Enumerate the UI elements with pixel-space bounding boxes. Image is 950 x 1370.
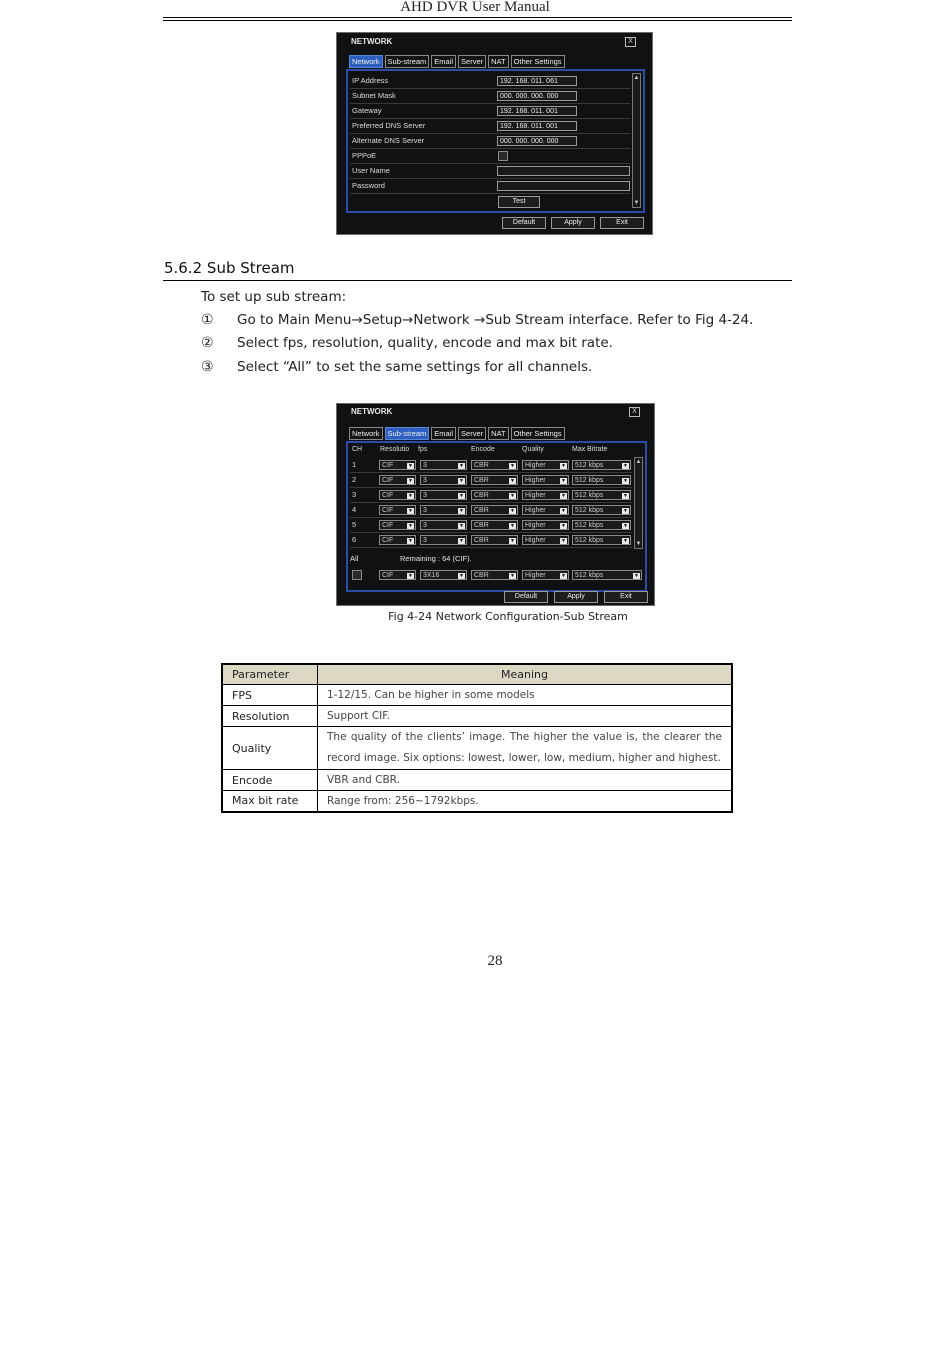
tab-network[interactable]: Network — [349, 427, 383, 440]
select-value: CBR — [474, 462, 489, 469]
page-number: 28 — [487, 953, 503, 969]
alternate-dns-field[interactable]: 000. 000. 000. 000 — [497, 136, 577, 146]
select-value: Higher — [525, 462, 546, 469]
chevron-down-icon: ▼ — [561, 478, 566, 484]
chevron-down-icon: ▼ — [510, 508, 515, 514]
table-row — [222, 770, 732, 791]
table-cell-param: Max bit rate — [222, 791, 318, 812]
select-value: 3 — [423, 507, 427, 514]
dialog-title: NETWORK — [351, 37, 393, 46]
table-header-cell: Parameter — [222, 664, 318, 685]
test-button[interactable]: Test — [498, 196, 540, 208]
channel-number: 2 — [352, 475, 357, 484]
fps-select[interactable] — [420, 505, 467, 515]
all-label: All — [350, 554, 359, 563]
gateway-field[interactable]: 192. 168. 011. 001 — [497, 106, 577, 116]
section-rule — [163, 280, 792, 281]
table-cell-meaning: Support CIF. — [318, 706, 733, 727]
table-cell-meaning: The quality of the clients’ image. The higher the value is, the clearer the record image. Six options: lowest, lower, low, medium, higher and highest. — [318, 727, 733, 770]
chevron-down-icon: ▼ — [408, 573, 413, 579]
scroll-down-icon[interactable]: ▼ — [635, 541, 642, 547]
exit-button[interactable]: Exit — [604, 591, 648, 603]
channel-number: 3 — [352, 490, 357, 499]
step-text: Select “All” to set the same settings for all channels. — [237, 359, 593, 375]
setting-label: Subnet Mask — [352, 91, 396, 100]
setting-row — [350, 74, 630, 89]
select-value: Higher — [525, 477, 546, 484]
select-value: CIF — [382, 522, 394, 529]
apply-button[interactable]: Apply — [551, 217, 595, 229]
step-number: ② — [201, 335, 214, 351]
all-quality-select[interactable] — [522, 570, 569, 580]
select-value: 512 kbps — [575, 492, 604, 499]
select-value: Higher — [525, 492, 546, 499]
tab-email[interactable]: Email — [431, 427, 456, 440]
setting-row — [350, 119, 630, 134]
setting-row — [350, 149, 630, 164]
table-cell-param: Encode — [222, 770, 318, 791]
bitrate-select[interactable] — [572, 490, 631, 500]
bitrate-select[interactable] — [572, 505, 631, 515]
select-value: 512 kbps — [575, 477, 604, 484]
resolution-select[interactable] — [379, 505, 416, 515]
column-header: Encode — [471, 446, 495, 453]
chevron-down-icon: ▼ — [459, 478, 464, 484]
channel-number: 5 — [352, 520, 357, 529]
tab-bar — [349, 427, 565, 439]
channel-number: 6 — [352, 535, 357, 544]
setting-label: User Name — [352, 166, 390, 175]
channel-row — [350, 473, 632, 488]
fps-select[interactable] — [420, 460, 467, 470]
close-icon[interactable]: X — [629, 407, 640, 417]
quality-select[interactable] — [522, 520, 569, 530]
table-row — [222, 706, 732, 727]
exit-button[interactable]: Exit — [600, 217, 644, 229]
select-value: 3 — [423, 462, 427, 469]
channel-number: 1 — [352, 460, 357, 469]
setting-row — [350, 134, 630, 149]
column-header: Max Bitrate — [572, 446, 608, 453]
fps-select[interactable] — [420, 475, 467, 485]
chevron-down-icon: ▼ — [459, 523, 464, 529]
chevron-down-icon: ▼ — [623, 478, 628, 484]
setting-row — [350, 164, 630, 179]
chevron-down-icon: ▼ — [561, 523, 566, 529]
chevron-down-icon: ▼ — [459, 538, 464, 544]
chevron-down-icon: ▼ — [510, 493, 515, 499]
network-dialog-screenshot — [336, 32, 653, 235]
chevron-down-icon: ▼ — [408, 463, 413, 469]
default-button[interactable]: Default — [504, 591, 548, 603]
chevron-down-icon: ▼ — [623, 523, 628, 529]
select-value: CIF — [382, 462, 394, 469]
header-rule-top — [163, 17, 792, 18]
fps-select[interactable] — [420, 535, 467, 545]
step-number: ③ — [201, 359, 214, 375]
select-value: 3X16 — [423, 572, 440, 579]
running-header: AHD DVR User Manual — [400, 0, 550, 15]
column-header: fps — [418, 446, 428, 453]
encode-select[interactable] — [471, 475, 518, 485]
chevron-down-icon: ▼ — [459, 508, 464, 514]
chevron-down-icon: ▼ — [408, 478, 413, 484]
chevron-down-icon: ▼ — [408, 508, 413, 514]
table-header-cell: Meaning — [318, 664, 733, 685]
resolution-select[interactable] — [379, 475, 416, 485]
chevron-down-icon: ▼ — [408, 493, 413, 499]
select-value: CIF — [382, 537, 394, 544]
table-cell-meaning: Range from: 256~1792kbps. — [318, 791, 733, 812]
subnet-mask-field[interactable]: 000. 000. 000. 000 — [497, 91, 577, 101]
encode-select[interactable] — [471, 505, 518, 515]
apply-button[interactable]: Apply — [554, 591, 598, 603]
ip-address-field[interactable]: 192. 168. 011. 061 — [497, 76, 577, 86]
encode-select[interactable] — [471, 460, 518, 470]
select-value: 512 kbps — [575, 462, 604, 469]
password-field[interactable] — [497, 181, 630, 191]
setting-row — [350, 179, 630, 194]
tab-nat[interactable]: NAT — [488, 427, 508, 440]
select-value: Higher — [525, 572, 546, 579]
chevron-down-icon: ▼ — [459, 493, 464, 499]
table-cell-param: FPS — [222, 685, 318, 706]
chevron-down-icon: ▼ — [510, 538, 515, 544]
table-header-row — [222, 664, 732, 685]
chevron-down-icon: ▼ — [561, 573, 566, 579]
remaining-text: Remaining : 64 (CIF). — [400, 554, 472, 563]
chevron-down-icon: ▼ — [561, 493, 566, 499]
select-value: 512 kbps — [575, 572, 604, 579]
channel-number: 4 — [352, 505, 357, 514]
select-value: CBR — [474, 522, 489, 529]
chevron-down-icon: ▼ — [510, 573, 515, 579]
column-header-row — [350, 446, 632, 456]
table-cell-meaning: 1-12/15. Can be higher in some models — [318, 685, 733, 706]
resolution-select[interactable] — [379, 535, 416, 545]
tab-bar — [349, 55, 565, 67]
setting-label: Password — [352, 181, 385, 190]
select-value: Higher — [525, 507, 546, 514]
encode-select[interactable] — [471, 535, 518, 545]
setting-row — [350, 194, 630, 208]
quality-select[interactable] — [522, 535, 569, 545]
select-value: CBR — [474, 572, 489, 579]
user-name-field[interactable] — [497, 166, 630, 176]
settings-panel — [346, 69, 645, 213]
tab-network[interactable]: Network — [349, 55, 383, 68]
chevron-down-icon: ▼ — [459, 573, 464, 579]
select-value: CIF — [382, 477, 394, 484]
setting-label: Alternate DNS Server — [352, 136, 425, 145]
chevron-down-icon: ▼ — [408, 523, 413, 529]
header-rule-bottom — [163, 20, 792, 21]
tab-other-settings[interactable]: Other Settings — [511, 55, 565, 68]
select-value: CIF — [382, 492, 394, 499]
setting-label: IP Address — [352, 76, 389, 85]
scrollbar[interactable] — [632, 73, 641, 208]
select-value: 512 kbps — [575, 522, 604, 529]
tab-server[interactable]: Server — [458, 427, 486, 440]
chevron-down-icon: ▼ — [623, 463, 628, 469]
channel-row — [350, 488, 632, 503]
encode-select[interactable] — [471, 520, 518, 530]
table-cell-param: Quality — [222, 727, 318, 770]
select-value: CIF — [382, 507, 394, 514]
chevron-down-icon: ▼ — [510, 523, 515, 529]
quality-select[interactable] — [522, 490, 569, 500]
chevron-down-icon: ▼ — [510, 478, 515, 484]
column-header: Quality — [522, 446, 544, 453]
setting-label: PPPoE — [352, 151, 377, 160]
chevron-down-icon: ▼ — [561, 508, 566, 514]
quality-select[interactable] — [522, 475, 569, 485]
table-row — [222, 791, 732, 812]
step-text: Go to Main Menu→Setup→Network →Sub Stream interface. Refer to Fig 4-24. — [237, 312, 754, 328]
tab-server[interactable]: Server — [458, 55, 486, 68]
step-text: Select fps, resolution, quality, encode and max bit rate. — [237, 335, 613, 351]
parameter-table — [221, 663, 733, 813]
chevron-down-icon: ▼ — [623, 493, 628, 499]
select-value: 3 — [423, 522, 427, 529]
substream-dialog-screenshot — [336, 403, 655, 606]
all-bitrate-select[interactable] — [572, 570, 642, 580]
bitrate-select[interactable] — [572, 520, 631, 530]
all-fps-select[interactable] — [420, 570, 467, 580]
bitrate-select[interactable] — [572, 535, 631, 545]
table-row — [222, 685, 732, 706]
all-checkbox[interactable] — [352, 570, 362, 580]
select-value: Higher — [525, 537, 546, 544]
channel-row — [350, 503, 632, 518]
fps-select[interactable] — [420, 490, 467, 500]
select-value: 512 kbps — [575, 537, 604, 544]
scrollbar[interactable] — [634, 457, 643, 549]
tab-email[interactable]: Email — [431, 55, 456, 68]
chevron-down-icon: ▼ — [561, 538, 566, 544]
select-value: CBR — [474, 507, 489, 514]
select-value: 3 — [423, 477, 427, 484]
scroll-up-icon[interactable]: ▲ — [635, 459, 642, 465]
column-header: Resolutio — [380, 446, 410, 453]
tab-sub-stream[interactable]: Sub-stream — [385, 427, 430, 440]
select-value: 3 — [423, 537, 427, 544]
default-button[interactable]: Default — [502, 217, 546, 229]
table-row — [222, 727, 732, 770]
table-cell-meaning: VBR and CBR. — [318, 770, 733, 791]
select-value: CBR — [474, 492, 489, 499]
select-value: 512 kbps — [575, 507, 604, 514]
bitrate-select[interactable] — [572, 475, 631, 485]
step-number: ① — [201, 312, 214, 328]
encode-select[interactable] — [471, 490, 518, 500]
bitrate-select[interactable] — [572, 460, 631, 470]
table-cell-param: Resolution — [222, 706, 318, 727]
chevron-down-icon: ▼ — [623, 508, 628, 514]
quality-select[interactable] — [522, 505, 569, 515]
figure-caption: Fig 4-24 Network Configuration-Sub Stream — [388, 610, 628, 623]
select-value: 3 — [423, 492, 427, 499]
channel-row — [350, 458, 632, 473]
resolution-select[interactable] — [379, 490, 416, 500]
fps-select[interactable] — [420, 520, 467, 530]
chevron-down-icon: ▼ — [623, 538, 628, 544]
all-encode-select[interactable] — [471, 570, 518, 580]
dialog-title: NETWORK — [351, 407, 393, 416]
pppoe-checkbox[interactable] — [498, 151, 508, 161]
channel-row — [350, 518, 632, 533]
chevron-down-icon: ▼ — [561, 463, 566, 469]
chevron-down-icon: ▼ — [408, 538, 413, 544]
resolution-select[interactable] — [379, 520, 416, 530]
tab-nat[interactable]: NAT — [488, 55, 508, 68]
intro-text: To set up sub stream: — [201, 289, 347, 305]
column-header: CH — [352, 446, 363, 453]
select-value: Higher — [525, 522, 546, 529]
select-value: CIF — [382, 572, 394, 579]
setting-row — [350, 89, 630, 104]
select-value: CBR — [474, 477, 489, 484]
select-value: CBR — [474, 537, 489, 544]
setting-label: Gateway — [352, 106, 382, 115]
setting-label: Preferred DNS Server — [352, 121, 426, 130]
channel-row — [350, 533, 632, 548]
channel-panel — [346, 441, 647, 592]
chevron-down-icon: ▼ — [459, 463, 464, 469]
quality-select[interactable] — [522, 460, 569, 470]
chevron-down-icon: ▼ — [634, 573, 639, 579]
close-icon[interactable]: X — [625, 37, 636, 47]
all-resolution-select[interactable] — [379, 570, 416, 580]
preferred-dns-field[interactable]: 192. 168. 011. 001 — [497, 121, 577, 131]
scroll-down-icon[interactable]: ▼ — [633, 200, 640, 206]
chevron-down-icon: ▼ — [510, 463, 515, 469]
setting-row — [350, 104, 630, 119]
section-heading: 5.6.2 Sub Stream — [164, 259, 295, 277]
tab-sub-stream[interactable]: Sub-stream — [385, 55, 430, 68]
tab-other-settings[interactable]: Other Settings — [511, 427, 565, 440]
scroll-up-icon[interactable]: ▲ — [633, 75, 640, 81]
resolution-select[interactable] — [379, 460, 416, 470]
